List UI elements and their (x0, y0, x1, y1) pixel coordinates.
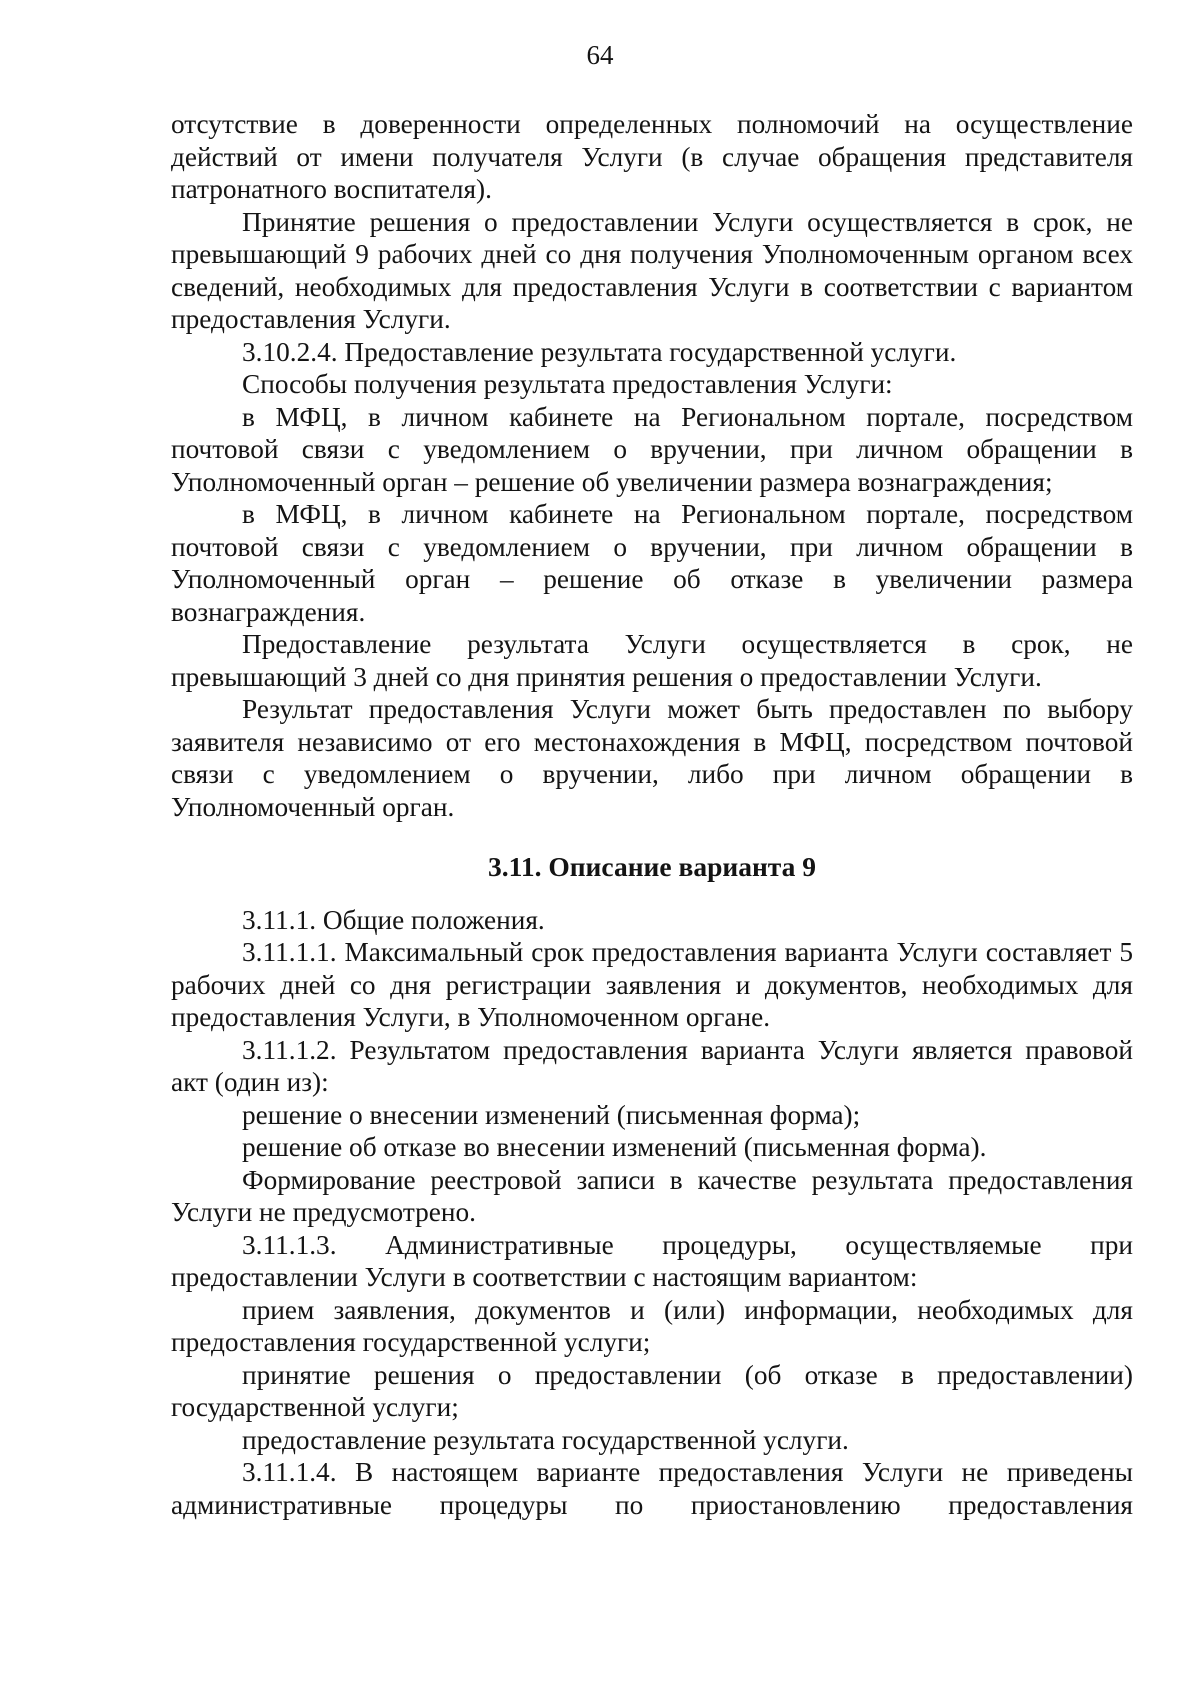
paragraph-proxy-authority: отсутствие в доверенности определенных полномочий на осуществление действий от имени получателя Услуги (в случае обращения представителя патронатного воспитателя). (171, 109, 1133, 204)
paragraph-procedure-result: предоставление результата государственной услуги. (242, 1424, 849, 1455)
section-heading: 3.11. Описание варианта 9 (487, 851, 817, 882)
paragraph-procedure-decision: принятие решения о предоставлении (об отказе в предоставлении) государственной услуги; (171, 1359, 1133, 1422)
paragraph-3-11-1-3: 3.11.1.3. Административные процедуры, осуществляемые при предоставлении Услуги в соответствии с настоящим вариантом: (171, 1229, 1133, 1292)
paragraph-result-methods: Способы получения результата предоставления Услуги: (242, 369, 893, 399)
paragraph-3-11-1-1: 3.11.1.1. Максимальный срок предоставления варианта Услуги составляет 5 рабочих дней со дня регистрации заявления и документов, необходимых для предоставления Услуги, в Уполномоченном органе. (171, 937, 1133, 1032)
paragraph-3-10-2-4: 3.10.2.4. Предоставление результата государственной услуги. (242, 336, 957, 367)
paragraph-registry-record: Формирование реестровой записи в качестве результата предоставления Услуги не предусмотрено. (171, 1164, 1133, 1227)
paragraph-result-refusal: в МФЦ, в личном кабинете на Региональном портале, посредством почтовой связи с уведомлением о вручении, при личном обращении в Уполномоченный орган – решение об отказе в увеличении размера вознаграждения. (171, 499, 1133, 627)
paragraph-decision-deadline: Принятие решения о предоставлении Услуги осуществляется в срок, не превышающий 9 рабочих дней со дня получения Уполномоченным органом всех сведений, необходимых для предоставления Услуги в соответствии с вариантом предоставления Услуги. (171, 206, 1133, 334)
paragraph-result-item-changes: решение о внесении изменений (письменная форма); (242, 1099, 861, 1130)
paragraph-3-11-1-2: 3.11.1.2. Результатом предоставления варианта Услуги является правовой акт (один из): (171, 1034, 1133, 1097)
paragraph-result-item-refusal: решение об отказе во внесении изменений (письменная форма). (242, 1132, 987, 1162)
document-body (171, 108, 1133, 1521)
paragraph-result-choice: Результат предоставления Услуги может быть предоставлен по выбору заявителя независимо от его местонахождения в МФЦ, посредством почтовой связи с уведомлением о вручении, либо при личном обращении в Уполномоченный орган. (171, 694, 1133, 822)
paragraph-3-11-1-4: 3.11.1.4. В настоящем варианте предоставления Услуги не приведены административные процедуры по приостановлению предоставления (171, 1457, 1133, 1520)
paragraph-procedure-intake: прием заявления, документов и (или) информации, необходимых для предоставления государственной услуги; (171, 1294, 1133, 1357)
paragraph-3-11-1: 3.11.1. Общие положения. (242, 904, 545, 935)
page-number: 64 (586, 40, 614, 70)
paragraph-result-increase: в МФЦ, в личном кабинете на Региональном портале, посредством почтовой связи с уведомлением о вручении, при личном обращении в Уполномоченный орган – решение об увеличении размера вознаграждения; (171, 401, 1133, 497)
paragraph-result-deadline: Предоставление результата Услуги осуществляется в срок, не превышающий 3 дней со дня принятия решения о предоставлении Услуги. (171, 629, 1133, 692)
